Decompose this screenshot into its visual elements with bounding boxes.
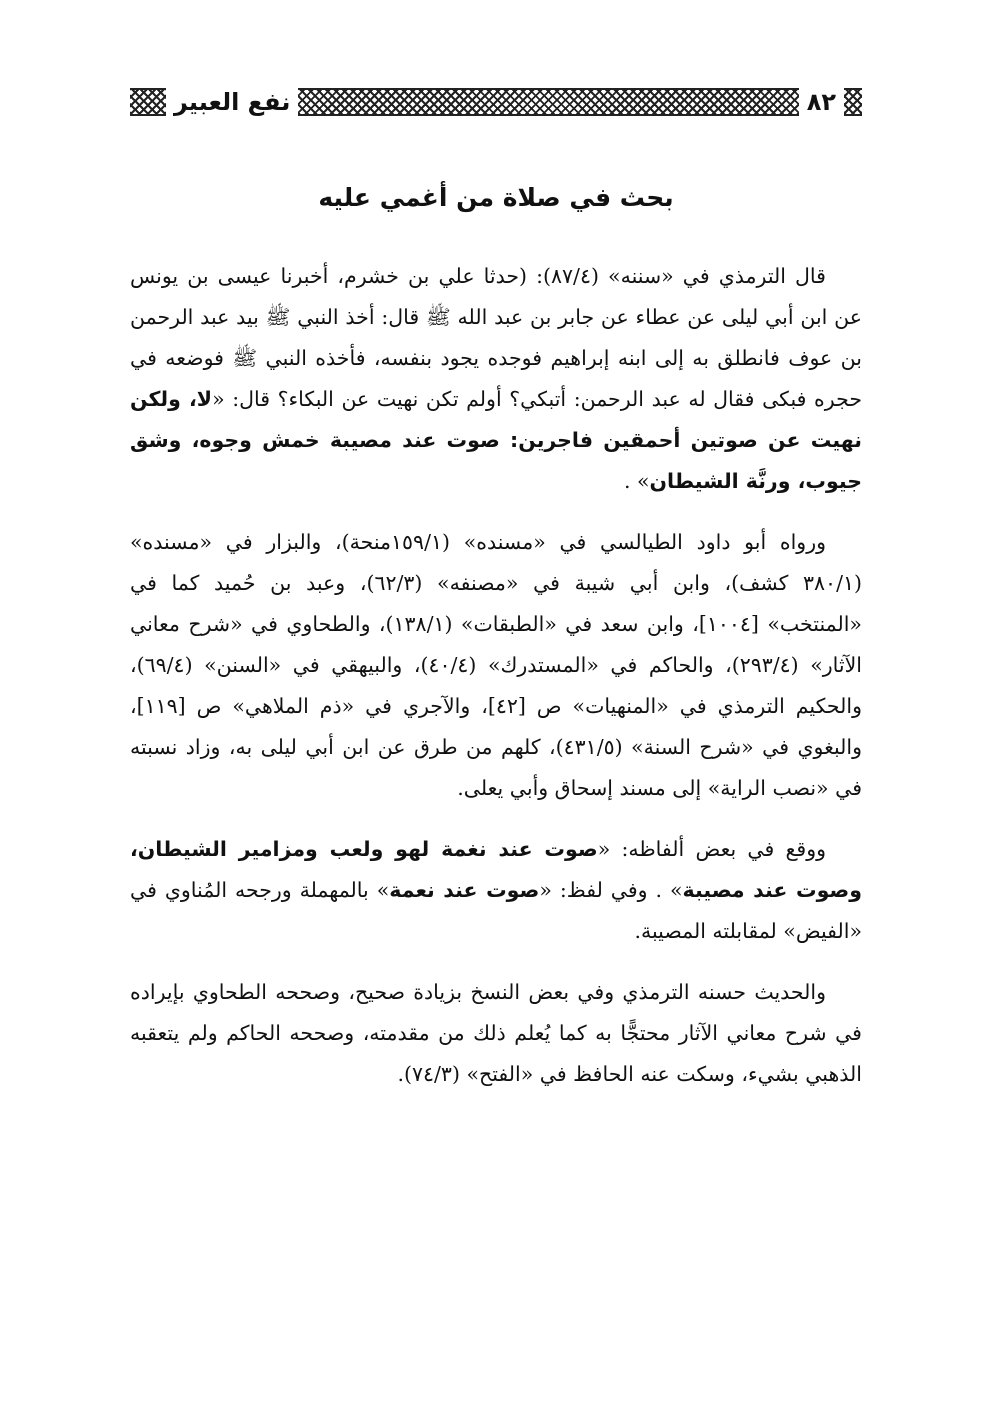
paragraph [130, 256, 862, 502]
bold-quote: صوت عند نعمة [389, 878, 540, 902]
paragraph: ورواه أبو داود الطيالسي في «مسنده» (١٥٩/١منحة)، والبزار في «مسنده» (٣٨٠/١ كشف)، وابن أبي شيبة في «مصنفه» (٦٢/٣)، وعبد بن حُميد كما في «المنتخب» [١٠٠٤]، وابن سعد في «الطبقات» (١٣٨/١)، والطحاوي في «شرح معاني الآثار» (٢٩٣/٤)، والحاكم في «المستدرك» (٤٠/٤)، والبيهقي في «السنن» (٦٩/٤)، والحكيم الترمذي في «المنهيات» ص [٤٢]، والآجري في «ذم الملاهي» ص [١١٩]، والبغوي في «شرح السنة» (٤٣١/٥)، كلهم من طرق عن ابن أبي ليلى به، وزاد نسبته في «نصب الراية» إلى مسند إسحاق وأبي يعلى. [130, 530, 862, 800]
bold-quote: لا، ولكن نهيت عن صوتين أحمقين فاجرين: صوت عند مصيبة خمش وجوه، وشق جيوب، ورنَّة الشيطان [130, 387, 862, 493]
page-header [130, 82, 862, 122]
text-run: » . [623, 469, 650, 493]
text-run: قال الترمذي في «سننه» (٨٧/٤): (حدثا علي بن خشرم، أخبرنا عيسى بن يونس عن ابن أبي ليلى عن عطاء عن جابر بن عبد الله ﷺ قال: أخذ النبي ﷺ بيد عبد الرحمن بن عوف فانطلق به إلى ابنه إبراهيم فوجده يجود بنفسه، فأخذه النبي ﷺ فوضعه في حجره فبكى فقال له عبد الرحمن: أتبكي؟ أولم تكن نهيت عن البكاء؟ قال: « [130, 264, 863, 411]
text-run: ووقع في بعض ألفاظه: « [597, 837, 827, 861]
bold-quote: صوت عند نغمة لهو ولعب ومزامير الشيطان، وصوت عند مصيبة [130, 837, 862, 902]
ornament-border [130, 88, 166, 116]
page-number: ٨٢ [806, 88, 836, 116]
section-title: بحث في صلاة من أغمي عليه [318, 183, 674, 212]
paragraph: والحديث حسنه الترمذي وفي بعض النسخ بزيادة صحيح، وصححه الطحاوي بإيراده في شرح معاني الآثار محتجًّا به كما يُعلم ذلك من مقدمته، وصححه الحاكم ولم يتعقبه الذهبي بشيء، وسكت عنه الحافظ في «الفتح» (٧٤/٣). [130, 980, 862, 1086]
book-title: نفع العبير [174, 88, 291, 116]
ornament-border [844, 88, 862, 116]
paragraph [130, 829, 862, 952]
text-run: » بالمهملة ورجحه المُناوي في «الفيض» لمقابلته المصيبة. [130, 878, 862, 943]
body-text [130, 256, 862, 1115]
ornament-border [298, 88, 798, 116]
text-run: » . وفي لفظ: « [539, 878, 683, 902]
